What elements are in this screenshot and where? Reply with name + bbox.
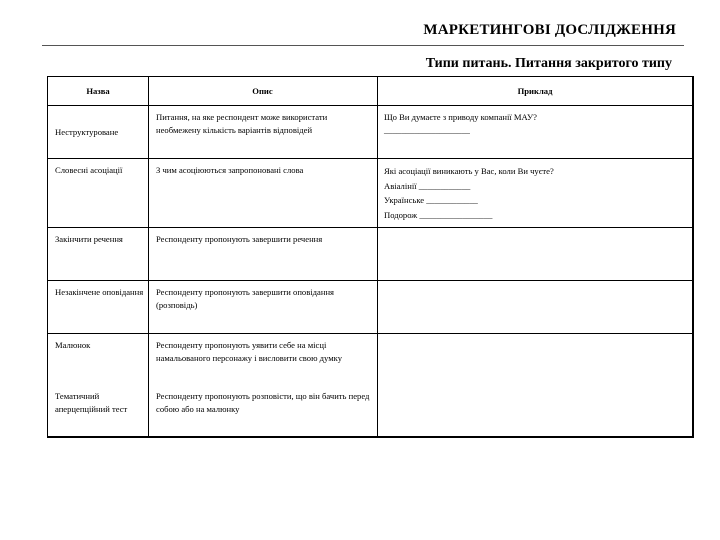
row-description: Респонденту пропонують уявити себе на місці намальованого персонажу і висловити свою думку [156,340,342,363]
example-line: Українське ____________ [384,195,478,205]
header-description: Опис [252,86,273,96]
title-divider [42,45,684,46]
row-name: Словесні асоціації [55,165,123,175]
example-line: Які асоціації виникають у Вас, коли Ви чуєте? [384,166,554,176]
row-description: Респонденту пропонують завершити оповідання (розповідь) [156,287,335,310]
example-line: Подорож _________________ [384,209,493,220]
example-line: ____________________ [384,125,470,135]
row-name: Закінчити речення [55,234,123,244]
row-description-secondary: Респонденту пропонують розповісти, що він бачить перед собою або на малюнку [156,391,370,414]
header-name: Назва [86,86,110,96]
table-row [48,106,692,159]
table-row [48,334,692,437]
page-title: МАРКЕТИНГОВІ ДОСЛІДЖЕННЯ [423,22,676,38]
page-subtitle: Типи питань. Питання закритого типу [425,56,672,71]
table-row [48,159,692,228]
table-row [48,281,692,334]
row-name: Незакінчене оповідання [55,287,144,297]
header-example: Приклад [517,86,553,96]
row-description: З чим асоціюються запропоновані слова [156,165,304,175]
row-example [384,164,684,222]
row-example [384,111,684,137]
question-types-table [47,76,694,438]
row-name: Малюнок [55,340,91,350]
table-row [48,228,692,281]
example-line: Авіалінії ____________ [384,180,471,191]
example-line: Що Ви думаєте з приводу компанії МАУ? [384,112,537,122]
row-description: Питання, на яке респондент може використати необмежену кількість варіантів відповідей [156,112,328,135]
row-name-secondary: Тематичний аперцепційний тест [55,391,128,414]
row-name: Неструктуроване [55,127,119,137]
table-header-row [48,77,692,106]
row-description: Респонденту пропонують завершити речення [156,234,323,244]
